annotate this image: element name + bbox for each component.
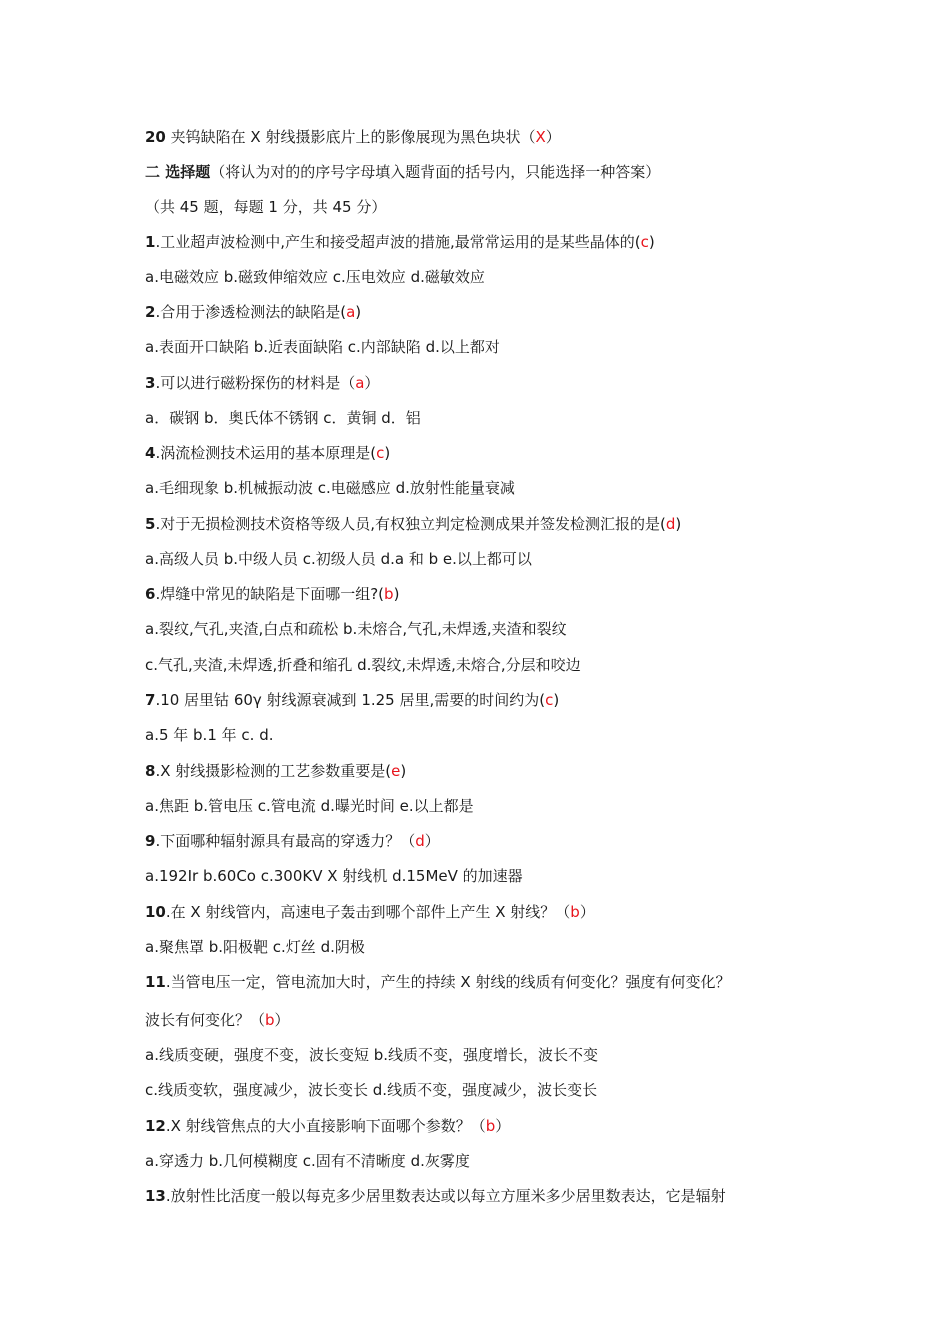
options-line: a．碳钢 b．奥氏体不锈钢 c．黄铜 d．铝 xyxy=(145,409,421,427)
question-number: 20 xyxy=(145,128,166,146)
question-stem: .X 射线摄影检测的工艺参数重要是( xyxy=(155,762,392,780)
question-number: 7 xyxy=(145,691,156,709)
answer-mark: d xyxy=(415,832,425,850)
question-6 xyxy=(145,584,815,604)
question-close: ) xyxy=(393,585,400,603)
question-number: 1 xyxy=(145,233,156,251)
question-5 xyxy=(145,514,815,534)
question-stem: 波长有何变化？（ xyxy=(145,1011,266,1029)
question-stem: .10 居里钴 60γ 射线源衰减到 1.25 居里,需要的时间约为( xyxy=(155,691,546,709)
question-close: ) xyxy=(648,233,655,251)
options-line: a.表面开口缺陷 b.近表面缺陷 c.内部缺陷 d.以上都对 xyxy=(145,338,500,356)
options-line: a.裂纹,气孔,夹渣,白点和疏松 b.未熔合,气孔,未焊透,夹渣和裂纹 xyxy=(145,620,567,638)
question-number: 2 xyxy=(145,303,156,321)
question-close: ） xyxy=(424,832,440,850)
question-close: ） xyxy=(274,1011,290,1029)
options-line: a.毛细现象 b.机械振动波 c.电磁感应 d.放射性能量衰减 xyxy=(145,479,515,497)
answer-mark: b xyxy=(570,903,580,921)
question-close: ) xyxy=(400,762,407,780)
question-close: ) xyxy=(553,691,560,709)
question-stem: .可以进行磁粉探伤的材料是（ xyxy=(155,374,356,392)
question-close: ） xyxy=(495,1117,511,1135)
question-close: ) xyxy=(675,515,682,533)
question-12 xyxy=(145,1116,815,1136)
options-line: a.5 年 b.1 年 c. d. xyxy=(145,726,274,744)
answer-mark: b xyxy=(485,1117,496,1135)
question-8 xyxy=(145,761,815,781)
question-3 xyxy=(145,373,815,393)
question-stem: .X 射线管焦点的大小直接影响下面哪个参数？（ xyxy=(165,1117,486,1135)
question-close: ) xyxy=(355,303,362,321)
question-stem: .当管电压一定，管电流加大时，产生的持续 X 射线的线质有何变化？强度有何变化？ xyxy=(165,973,731,991)
question-number: 3 xyxy=(145,374,156,392)
section-count: （共 45 题，每题 1 分，共 45 分） xyxy=(145,198,387,216)
question-stem: .放射性比活度一般以每克多少居里数表达或以每立方厘米多少居里数表达，它是辐射 xyxy=(165,1187,726,1205)
question-13 xyxy=(145,1186,815,1206)
question-close: ） xyxy=(545,128,561,146)
options-line: c.气孔,夹渣,未焊透,折叠和缩孔 d.裂纹,未焊透,未熔合,分层和咬边 xyxy=(145,656,581,674)
answer-mark: a xyxy=(355,374,365,392)
options-line: a.聚焦罩 b.阳极靶 c.灯丝 d.阴极 xyxy=(145,938,365,956)
question-number: 5 xyxy=(145,515,156,533)
options-line: a.穿透力 b.几何模糊度 c.固有不清晰度 d.灰雾度 xyxy=(145,1152,470,1170)
options-line: a.高级人员 b.中级人员 c.初级人员 d.a 和 b e.以上都可以 xyxy=(145,550,532,568)
question-number: 4 xyxy=(145,444,156,462)
answer-mark: b xyxy=(265,1011,275,1029)
answer-mark: X xyxy=(535,128,546,146)
question-2 xyxy=(145,302,815,322)
question-number: 12 xyxy=(145,1117,166,1135)
question-20 xyxy=(145,127,815,147)
question-close: ) xyxy=(384,444,391,462)
question-11-continued xyxy=(145,1010,815,1030)
question-number: 9 xyxy=(145,832,156,850)
question-10 xyxy=(145,902,815,922)
section-heading xyxy=(145,162,815,182)
options-line: a.焦距 b.管电压 c.管电流 d.曝光时间 e.以上都是 xyxy=(145,797,474,815)
question-stem: 夹钨缺陷在 X 射线摄影底片上的影像展现为黑色块状（ xyxy=(165,128,536,146)
question-stem: .在 X 射线管内，高速电子轰击到哪个部件上产生 X 射线？（ xyxy=(165,903,571,921)
answer-mark: c xyxy=(376,444,385,462)
question-stem: .焊缝中常见的缺陷是下面哪一组?( xyxy=(155,585,385,603)
question-9 xyxy=(145,831,815,851)
question-close: ） xyxy=(364,374,380,392)
question-1 xyxy=(145,232,815,252)
question-stem: .下面哪种辐射源具有最高的穿透力？（ xyxy=(155,832,416,850)
section-note: （将认为对的的序号字母填入题背面的括号内，只能选择一种答案） xyxy=(210,163,661,181)
question-number: 13 xyxy=(145,1187,166,1205)
question-7 xyxy=(145,690,815,710)
options-line: a.线质变硬，强度不变，波长变短 b.线质不变，强度增长，波长不变 xyxy=(145,1046,599,1064)
question-number: 8 xyxy=(145,762,156,780)
question-stem: .涡流检测技术运用的基本原理是( xyxy=(155,444,377,462)
question-stem: .合用于渗透检测法的缺陷是( xyxy=(155,303,347,321)
answer-mark: d xyxy=(665,515,676,533)
answer-mark: b xyxy=(384,585,394,603)
question-stem: .对于无损检测技术资格等级人员,有权独立判定检测成果并签发检测汇报的是( xyxy=(155,515,666,533)
options-line: a.电磁效应 b.磁致伸缩效应 c.压电效应 d.磁敏效应 xyxy=(145,268,485,286)
question-number: 10 xyxy=(145,903,166,921)
question-number: 11 xyxy=(145,973,166,991)
answer-mark: c xyxy=(640,233,649,251)
question-4 xyxy=(145,443,815,463)
answer-mark: c xyxy=(545,691,554,709)
section-title: 二 选择题 xyxy=(145,163,211,181)
question-11 xyxy=(145,972,815,992)
question-close: ） xyxy=(579,903,595,921)
options-line: c.线质变软，强度减少，波长变长 d.线质不变，强度减少，波长变长 xyxy=(145,1081,598,1099)
question-number: 6 xyxy=(145,585,156,603)
question-stem: .工业超声波检测中,产生和接受超声波的措施,最常常运用的是某些晶体的( xyxy=(155,233,641,251)
answer-mark: a xyxy=(346,303,356,321)
answer-mark: e xyxy=(391,762,401,780)
options-line: a.192Ir b.60Co c.300KV X 射线机 d.15MeV 的加速器 xyxy=(145,867,523,885)
